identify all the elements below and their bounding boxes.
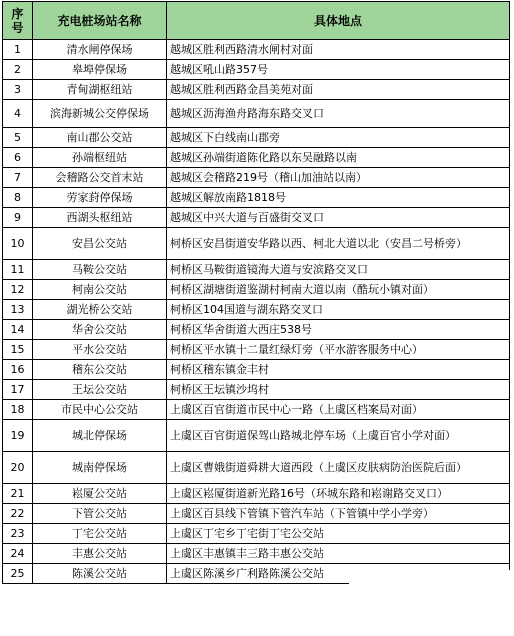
table-row [3, 40, 510, 60]
station-name: 华舍公交站 [33, 320, 167, 340]
charging-station-table [2, 1, 510, 584]
station-address: 柯桥区104国道与湖东路交叉口 [167, 300, 510, 320]
station-address: 柯桥区王坛镇沙坞村 [167, 380, 510, 400]
station-address: 越城区会稽路219号（稽山加油站以南） [167, 168, 510, 188]
header-address: 具体地点 [167, 2, 510, 40]
station-address: 越城区解放南路1818号 [167, 188, 510, 208]
header-no: 序号 [3, 2, 33, 40]
table-row [3, 380, 510, 400]
station-address: 柯桥区湖塘街道鉴湖村柯南大道以南（酷玩小镇对面） [167, 280, 510, 300]
table-row [3, 300, 510, 320]
station-name: 西湖头枢纽站 [33, 208, 167, 228]
station-address: 柯桥区马鞍街道镜海大道与安滨路交叉口 [167, 260, 510, 280]
row-number: 13 [3, 300, 33, 320]
row-number: 23 [3, 524, 33, 544]
row-number: 9 [3, 208, 33, 228]
station-address: 上虞区百官街道市民中心一路（上虞区档案局对面） [167, 400, 510, 420]
row-number: 1 [3, 40, 33, 60]
table-row [3, 228, 510, 260]
table-row [3, 168, 510, 188]
station-address: 越城区吼山路357号 [167, 60, 510, 80]
station-address: 越城区沥海渔舟路海东路交叉口 [167, 100, 510, 128]
table-row [3, 80, 510, 100]
station-address: 柯桥区平水镇十二量红绿灯旁（平水游客服务中心） [167, 340, 510, 360]
station-address: 越城区中兴大道与百盛街交叉口 [167, 208, 510, 228]
row-number: 14 [3, 320, 33, 340]
row-number: 8 [3, 188, 33, 208]
station-address: 越城区胜利西路清水闸村对面 [167, 40, 510, 60]
table-row [3, 280, 510, 300]
station-name: 陈溪公交站 [33, 564, 167, 584]
table-row [3, 100, 510, 128]
station-name: 王坛公交站 [33, 380, 167, 400]
table-row [3, 260, 510, 280]
station-name: 丰惠公交站 [33, 544, 167, 564]
table-row [3, 128, 510, 148]
table-row [3, 524, 510, 544]
station-address: 柯桥区华舍街道大西庄538号 [167, 320, 510, 340]
station-name: 平水公交站 [33, 340, 167, 360]
table-row [3, 504, 510, 524]
row-number: 11 [3, 260, 33, 280]
station-name: 马鞍公交站 [33, 260, 167, 280]
row-number: 17 [3, 380, 33, 400]
station-name: 市民中心公交站 [33, 400, 167, 420]
station-address: 越城区孙端街道陈化路以东吴融路以南 [167, 148, 510, 168]
station-name: 青甸湖枢纽站 [33, 80, 167, 100]
station-name: 会稽路公交首末站 [33, 168, 167, 188]
station-name: 城南停保场 [33, 452, 167, 484]
table-row [3, 208, 510, 228]
station-name: 清水闸停保场 [33, 40, 167, 60]
station-address: 越城区胜利西路金昌美苑对面 [167, 80, 510, 100]
row-number: 18 [3, 400, 33, 420]
row-number: 19 [3, 420, 33, 452]
station-name: 下管公交站 [33, 504, 167, 524]
table-row [3, 420, 510, 452]
table-row [3, 188, 510, 208]
station-address: 柯桥区稽东镇金丰村 [167, 360, 510, 380]
row-number: 20 [3, 452, 33, 484]
station-address: 越城区下白线南山郡旁 [167, 128, 510, 148]
station-name: 稽东公交站 [33, 360, 167, 380]
table-row [3, 400, 510, 420]
row-number: 22 [3, 504, 33, 524]
row-number: 4 [3, 100, 33, 128]
station-address: 上虞区丁宅乡丁宅街丁宅公交站 [167, 524, 510, 544]
row-number: 5 [3, 128, 33, 148]
row-number: 7 [3, 168, 33, 188]
station-name: 孙端枢纽站 [33, 148, 167, 168]
table-row [3, 60, 510, 80]
station-address: 上虞区百官街道保驾山路城北停车场（上虞百官小学对面） [167, 420, 510, 452]
station-name: 劳家葑停保场 [33, 188, 167, 208]
station-address: 上虞区百县线下管镇下管汽车站（下管镇中学小学旁） [167, 504, 510, 524]
station-name: 南山郡公交站 [33, 128, 167, 148]
station-address: 上虞区崧厦街道新光路16号（环城东路和崧谢路交叉口） [167, 484, 510, 504]
table-row [3, 148, 510, 168]
station-name: 丁宅公交站 [33, 524, 167, 544]
station-name: 滨海新城公交停保场 [33, 100, 167, 128]
station-name: 湖光桥公交站 [33, 300, 167, 320]
row-number: 25 [3, 564, 33, 584]
station-address: 上虞区丰惠镇丰三路丰惠公交站 [167, 544, 510, 564]
table-row [3, 360, 510, 380]
station-address: 上虞区陈溪乡广利路陈溪公交站 [167, 564, 510, 584]
station-name: 柯南公交站 [33, 280, 167, 300]
row-number: 21 [3, 484, 33, 504]
row-number: 12 [3, 280, 33, 300]
row-number: 16 [3, 360, 33, 380]
row-number: 3 [3, 80, 33, 100]
row-number: 6 [3, 148, 33, 168]
station-name: 崧厦公交站 [33, 484, 167, 504]
row-number: 10 [3, 228, 33, 260]
table-row [3, 340, 510, 360]
station-name: 城北停保场 [33, 420, 167, 452]
cropped-area [349, 570, 514, 636]
table-row [3, 544, 510, 564]
header-station-name: 充电桩场站名称 [33, 2, 167, 40]
row-number: 24 [3, 544, 33, 564]
station-name: 安昌公交站 [33, 228, 167, 260]
row-number: 15 [3, 340, 33, 360]
header-row [3, 2, 510, 40]
table-row [3, 484, 510, 504]
table-row [3, 320, 510, 340]
table-row [3, 452, 510, 484]
station-address: 上虞区曹娥街道舜耕大道西段（上虞区皮肤病防治医院后面） [167, 452, 510, 484]
station-name: 皋埠停保场 [33, 60, 167, 80]
row-number: 2 [3, 60, 33, 80]
station-address: 柯桥区安昌街道安华路以西、柯北大道以北（安昌二号桥旁） [167, 228, 510, 260]
